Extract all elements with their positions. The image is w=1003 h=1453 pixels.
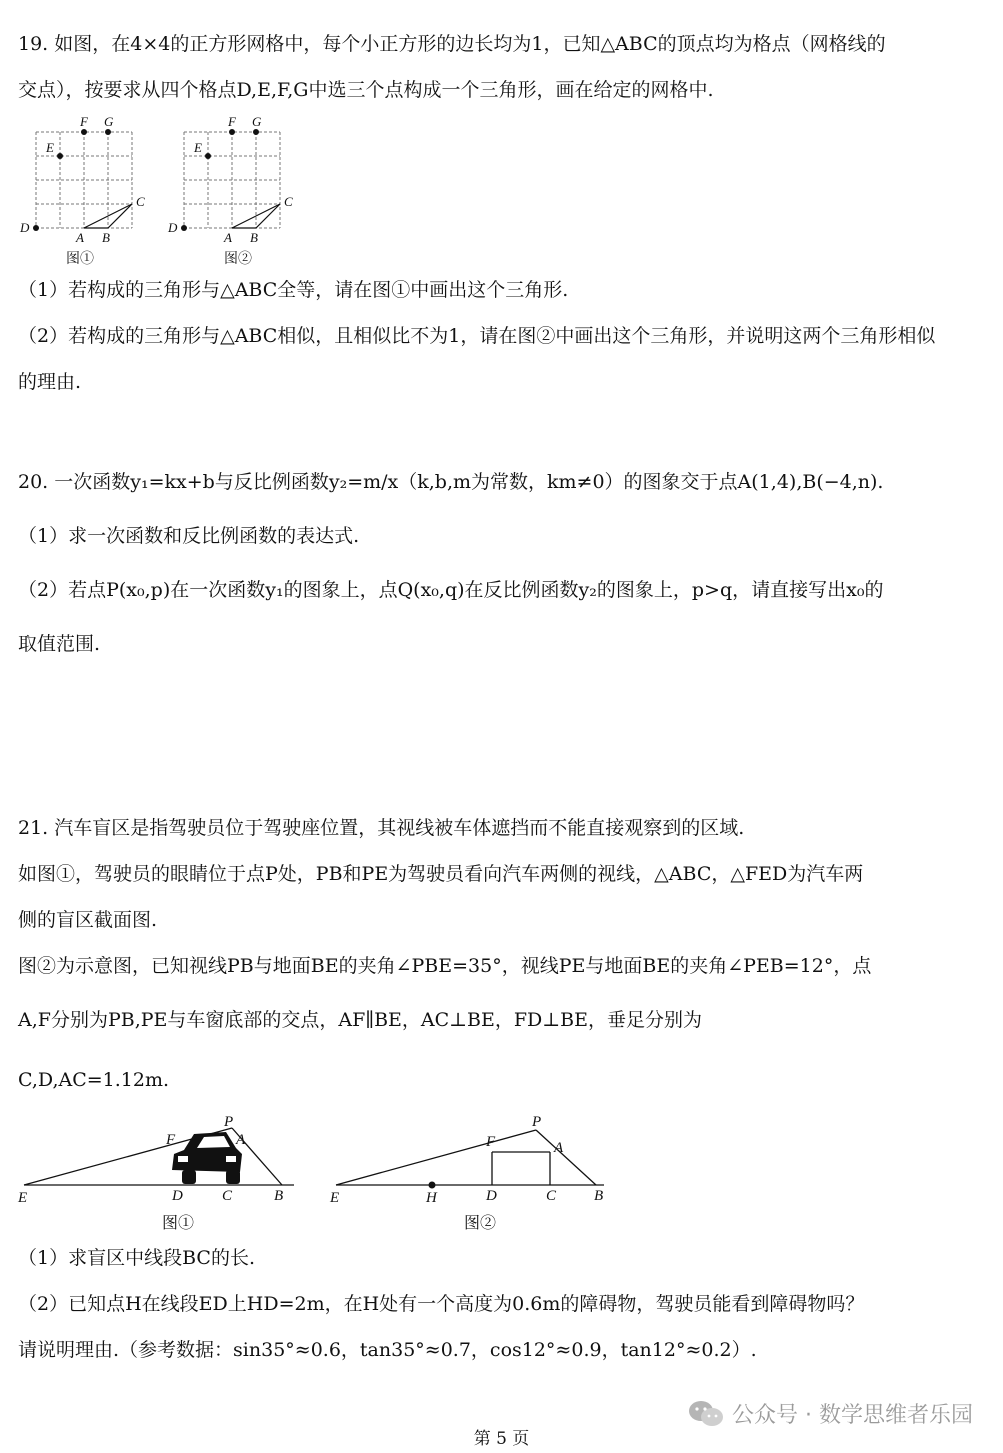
- q19-part-2-line-1: （2）若构成的三角形与△ABC相似，且相似比不为1，请在图②中画出这个三角形，并说明这两个三角形相似: [18, 325, 936, 347]
- label-P: P: [532, 1114, 542, 1130]
- q21-line-5: A,F分别为PB,PE与车窗底部的交点，AF∥BE，AC⊥BE，FD⊥BE，垂足分别为: [18, 1009, 702, 1031]
- label-E: E: [330, 1190, 340, 1206]
- q21-line-6: C,D,AC=1.12m.: [18, 1069, 170, 1091]
- label-H: H: [426, 1190, 437, 1206]
- label-F: F: [80, 114, 88, 129]
- watermark-text: 公众号 · 数学思维者乐园: [732, 1403, 973, 1428]
- q21-fig1-caption: 图①: [162, 1213, 195, 1232]
- label-D: D: [20, 220, 30, 235]
- label-C: C: [284, 194, 293, 209]
- label-C: C: [136, 194, 145, 209]
- label-E: E: [194, 140, 202, 155]
- q19-line-1: 19. 如图，在4×4的正方形网格中，每个小正方形的边长均为1，已知△ABC的顶点均为格点（网格线的: [18, 33, 886, 55]
- label-A: A: [224, 230, 232, 245]
- label-G: G: [252, 114, 262, 129]
- q19-line-2: 交点），按要求从四个格点D,E,F,G中选三个点构成一个三角形，画在给定的网格中.: [18, 79, 714, 101]
- q21-part-2: （2）已知点H在线段ED上HD=2m，在H处有一个高度为0.6m的障碍物，驾驶员能看到障碍物吗？: [18, 1293, 865, 1315]
- q21-line-4: 图②为示意图，已知视线PB与地面BE的夹角∠PBE=35°，视线PE与地面BE的夹角∠PEB=12°，点: [18, 955, 872, 977]
- q20-part-2: （2）若点P(x₀,p)在一次函数y₁的图象上，点Q(x₀,q)在反比例函数y₂的图象上，p>q，请直接写出x₀的: [18, 579, 884, 601]
- label-A: A: [554, 1140, 564, 1156]
- q19-fig2-caption: 图②: [224, 251, 252, 267]
- label-A: A: [76, 230, 84, 245]
- q20-line-1: 20. 一次函数y₁=kx+b与反比例函数y₂=m/x（k,b,m为常数，km≠0）的图象交于点A(1,4),B(−4,n).: [18, 471, 884, 493]
- label-F: F: [166, 1132, 176, 1148]
- q20-part-2-line-2: 取值范围.: [18, 633, 101, 655]
- label-D: D: [172, 1188, 183, 1204]
- label-F: F: [486, 1134, 496, 1150]
- q21-fig2-caption: 图②: [464, 1213, 497, 1232]
- label-C: C: [222, 1188, 233, 1204]
- label-G: G: [104, 114, 114, 129]
- q20-part-1: （1）求一次函数和反比例函数的表达式.: [18, 525, 360, 547]
- q21-line-3: 侧的盲区截面图.: [18, 909, 158, 931]
- q21-part-1: （1）求盲区中线段BC的长.: [18, 1247, 255, 1269]
- label-D: D: [168, 220, 178, 235]
- label-B: B: [102, 230, 110, 245]
- label-A: A: [236, 1132, 246, 1148]
- q21-line-1: 21. 汽车盲区是指驾驶员位于驾驶座位置，其视线被车体遮挡而不能直接观察到的区域.: [18, 817, 745, 839]
- q21-line-2: 如图①，驾驶员的眼睛位于点P处，PB和PE为驾驶员看向汽车两侧的视线，△ABC，△FED为汽车两: [18, 863, 864, 885]
- q19-part-1: （1）若构成的三角形与△ABC全等，请在图①中画出这个三角形.: [18, 279, 569, 301]
- q21-figure-2: [326, 1110, 616, 1214]
- label-C: C: [546, 1188, 557, 1204]
- label-E: E: [46, 140, 54, 155]
- q19-part-2-line-2: 的理由.: [18, 371, 82, 393]
- label-D: D: [486, 1188, 497, 1204]
- q19-figure-2: [166, 112, 306, 246]
- q21-part-2-line-2: 请说明理由.（参考数据：sin35°≈0.6，tan35°≈0.7，cos12°≈0.9，tan12°≈0.2）.: [18, 1339, 757, 1361]
- page-number: 第 5 页: [473, 1429, 530, 1449]
- q19-fig1-caption: 图①: [66, 251, 94, 267]
- label-B: B: [250, 230, 258, 245]
- label-B: B: [274, 1188, 284, 1204]
- label-B: B: [594, 1188, 604, 1204]
- label-P: P: [224, 1114, 234, 1130]
- label-E: E: [18, 1190, 28, 1206]
- label-F: F: [228, 114, 236, 129]
- q21-figure-1: [14, 1110, 304, 1214]
- q19-figure-1: [18, 112, 158, 246]
